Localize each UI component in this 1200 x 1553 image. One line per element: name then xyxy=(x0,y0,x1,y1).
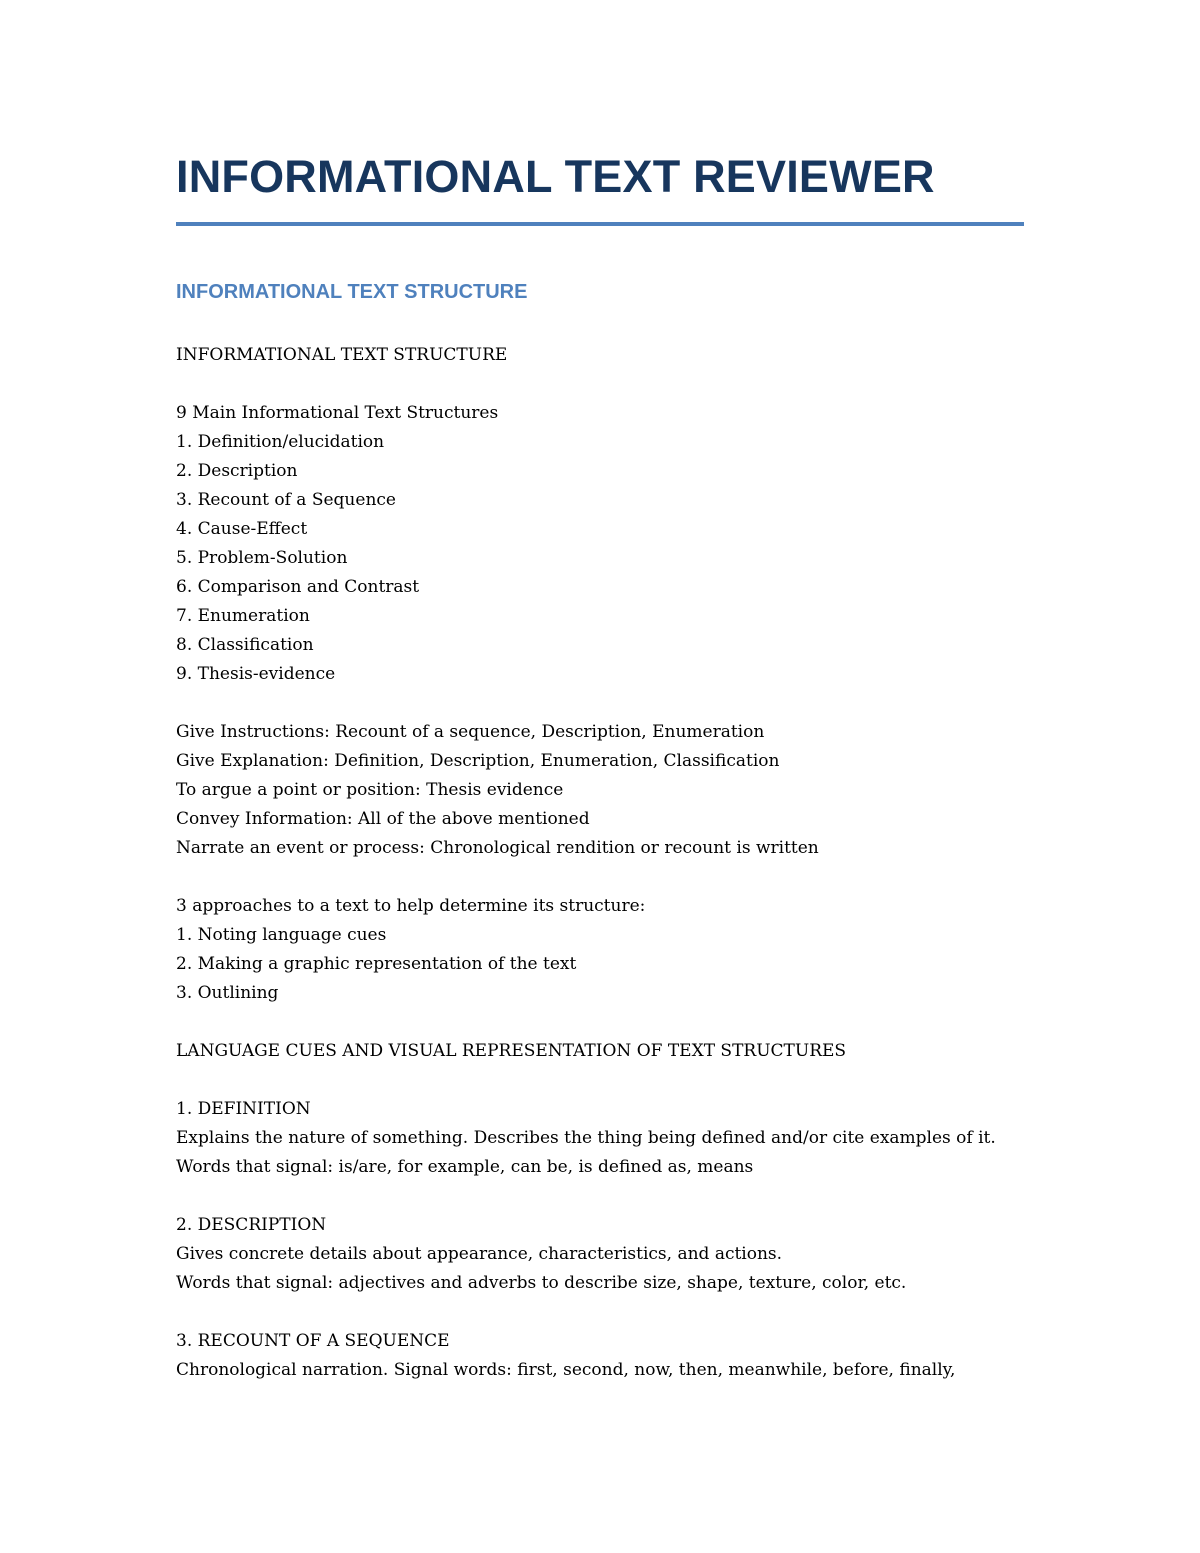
approaches-heading: 3 approaches to a text to help determine its structure: xyxy=(176,896,646,916)
list-item: 3. Recount of a Sequence xyxy=(176,490,396,510)
list-item: 9. Thesis-evidence xyxy=(176,664,336,684)
list-item: 1. Noting language cues xyxy=(176,925,387,945)
document-title: INFORMATIONAL TEXT REVIEWER xyxy=(176,151,935,202)
structures-heading: 9 Main Informational Text Structures xyxy=(176,403,499,423)
list-item: 3. Outlining xyxy=(176,983,279,1003)
cues-heading: LANGUAGE CUES AND VISUAL REPRESENTATION OF TEXT STRUCTURES xyxy=(176,1041,847,1061)
spacer xyxy=(176,370,1024,399)
recount-text: Chronological narration. Signal words: first, second, now, then, meanwhile, before, finally, xyxy=(176,1360,956,1380)
definition-title: 1. DEFINITION xyxy=(176,1099,311,1119)
definition-signal: Words that signal: is/are, for example, can be, is defined as, means xyxy=(176,1157,754,1177)
description-signal: Words that signal: adjectives and adverbs to describe size, shape, texture, color, etc. xyxy=(176,1273,907,1293)
list-item: 4. Cause-Effect xyxy=(176,519,308,539)
document-body xyxy=(176,341,1024,1385)
purpose-line: Give Instructions: Recount of a sequence, Description, Enumeration xyxy=(176,722,765,742)
definition-text: Explains the nature of something. Describes the thing being defined and/or cite examples of it. xyxy=(176,1128,996,1148)
intro-line: INFORMATIONAL TEXT STRUCTURE xyxy=(176,345,508,365)
purpose-line: Narrate an event or process: Chronological rendition or recount is written xyxy=(176,838,819,858)
purpose-line: Convey Information: All of the above mentioned xyxy=(176,809,590,829)
spacer xyxy=(176,1008,1024,1037)
list-item: 5. Problem-Solution xyxy=(176,548,348,568)
spacer xyxy=(176,1298,1024,1327)
list-item: 1. Definition/elucidation xyxy=(176,432,385,452)
list-item: 7. Enumeration xyxy=(176,606,310,626)
spacer xyxy=(176,1182,1024,1211)
description-title: 2. DESCRIPTION xyxy=(176,1215,327,1235)
purpose-line: Give Explanation: Definition, Description, Enumeration, Classification xyxy=(176,751,780,771)
spacer xyxy=(176,863,1024,892)
list-item: 6. Comparison and Contrast xyxy=(176,577,420,597)
spacer xyxy=(176,689,1024,718)
list-item: 2. Description xyxy=(176,461,298,481)
list-item: 8. Classification xyxy=(176,635,314,655)
document-page xyxy=(176,140,1024,1385)
spacer xyxy=(176,1066,1024,1095)
description-text: Gives concrete details about appearance, characteristics, and actions. xyxy=(176,1244,783,1264)
title-underline xyxy=(176,222,1024,226)
purpose-line: To argue a point or position: Thesis evidence xyxy=(176,780,564,800)
section-heading: INFORMATIONAL TEXT STRUCTURE xyxy=(176,281,528,303)
recount-title: 3. RECOUNT OF A SEQUENCE xyxy=(176,1331,450,1351)
list-item: 2. Making a graphic representation of the text xyxy=(176,954,577,974)
